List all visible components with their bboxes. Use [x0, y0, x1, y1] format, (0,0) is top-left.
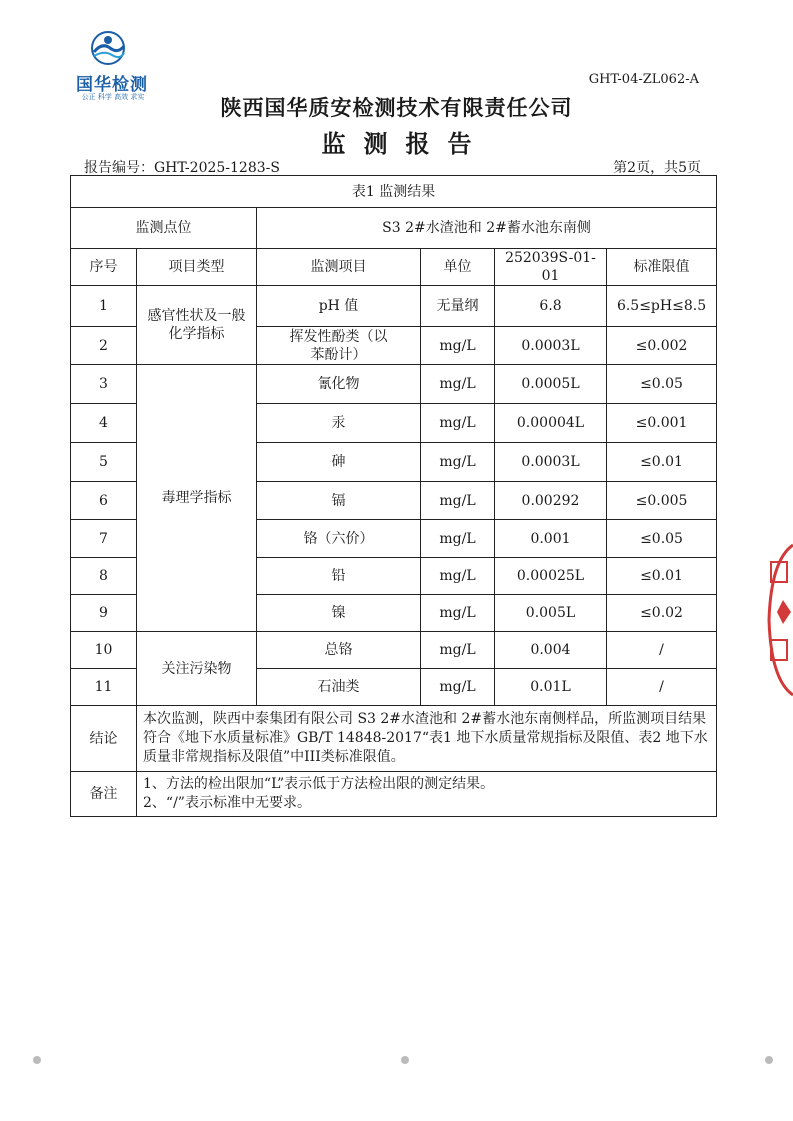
row-item: 镍 — [257, 595, 421, 632]
row-item: 石油类 — [257, 669, 421, 706]
category-cell: 毒理学指标 — [137, 365, 257, 632]
conclusion-text: 本次监测，陕西中泰集团有限公司 S3 2#水渣池和 2#蓄水池东南侧样品，所监测项目结果符合《地下水质量标准》GB/T 14848-2017“表1 地下水质量常规指标及限值、表2 地下水质量非常规指标及限值”中III类标准限值。 — [137, 706, 717, 772]
col-header: 监测项目 — [257, 249, 421, 286]
row-no: 6 — [71, 482, 137, 520]
remark-line: 2、“/”表示标准中无要求。 — [143, 795, 311, 811]
row-limit: ≤0.01 — [607, 443, 717, 482]
row-no: 11 — [71, 669, 137, 706]
row-no: 2 — [71, 327, 137, 365]
col-header: 252039S-01-01 — [495, 249, 607, 286]
row-limit: ≤0.02 — [607, 595, 717, 632]
table-caption: 表1 监测结果 — [71, 176, 717, 208]
row-unit: mg/L — [421, 520, 495, 558]
row-value: 0.0003L — [495, 443, 607, 482]
col-header: 序号 — [71, 249, 137, 286]
row-value: 6.8 — [495, 286, 607, 327]
remark-cell — [137, 772, 717, 817]
row-unit: mg/L — [421, 558, 495, 595]
row-limit: ≤0.05 — [607, 365, 717, 404]
row-limit: ≤0.05 — [607, 520, 717, 558]
row-limit: ≤0.001 — [607, 404, 717, 443]
table-row — [71, 365, 717, 404]
row-value: 0.005L — [495, 595, 607, 632]
row-no: 8 — [71, 558, 137, 595]
row-value: 0.0003L — [495, 327, 607, 365]
row-limit: / — [607, 669, 717, 706]
col-header: 标准限值 — [607, 249, 717, 286]
remark-line: 1、方法的检出限加“L”表示低于方法检出限的测定结果。 — [143, 776, 495, 792]
col-header: 单位 — [421, 249, 495, 286]
row-limit: ≤0.005 — [607, 482, 717, 520]
category-cell: 关注污染物 — [137, 632, 257, 706]
row-item: 镉 — [257, 482, 421, 520]
row-unit: mg/L — [421, 443, 495, 482]
point-row — [71, 208, 717, 249]
header-row — [71, 249, 717, 286]
row-limit: ≤0.002 — [607, 327, 717, 365]
row-no: 7 — [71, 520, 137, 558]
report-number: 报告编号：GHT-2025-1283-S — [84, 160, 280, 176]
row-unit: mg/L — [421, 365, 495, 404]
report-title: 监测报告 — [321, 130, 490, 158]
point-label: 监测点位 — [71, 208, 257, 249]
table-row — [71, 286, 717, 327]
row-unit: mg/L — [421, 404, 495, 443]
row-value: 0.00025L — [495, 558, 607, 595]
row-value: 0.00004L — [495, 404, 607, 443]
conclusion-row — [71, 706, 717, 772]
results-table — [70, 175, 717, 817]
row-limit: / — [607, 632, 717, 669]
scan-mark-icon — [764, 1050, 774, 1070]
company-name: 陕西国华质安检测技术有限责任公司 — [220, 96, 573, 120]
row-item: 氰化物 — [257, 365, 421, 404]
row-item: 汞 — [257, 404, 421, 443]
row-value: 0.004 — [495, 632, 607, 669]
conclusion-label: 结论 — [71, 706, 137, 772]
red-seal-stamp — [763, 540, 793, 700]
row-unit: mg/L — [421, 482, 495, 520]
row-item: 挥发性酚类（以苯酚计） — [257, 327, 421, 365]
row-unit: mg/L — [421, 669, 495, 706]
logo-text: 国华检测 — [76, 75, 148, 95]
doc-code: GHT-04-ZL062-A — [588, 72, 699, 87]
row-item: pH 值 — [257, 286, 421, 327]
row-unit: mg/L — [421, 327, 495, 365]
row-value: 0.01L — [495, 669, 607, 706]
row-unit: mg/L — [421, 595, 495, 632]
row-limit: ≤0.01 — [607, 558, 717, 595]
logo-slogan: 公正 科学 高效 求实 — [81, 93, 145, 101]
row-value: 0.001 — [495, 520, 607, 558]
row-item: 砷 — [257, 443, 421, 482]
row-no: 9 — [71, 595, 137, 632]
row-item: 铬（六价） — [257, 520, 421, 558]
row-limit: 6.5≤pH≤8.5 — [607, 286, 717, 327]
point-value: S3 2#水渣池和 2#蓄水池东南侧 — [257, 208, 717, 249]
table-caption-row — [71, 176, 717, 208]
table-row — [71, 632, 717, 669]
row-no: 3 — [71, 365, 137, 404]
row-unit: 无量纲 — [421, 286, 495, 327]
row-item: 铅 — [257, 558, 421, 595]
row-no: 1 — [71, 286, 137, 327]
scan-mark-icon — [400, 1050, 410, 1070]
row-no: 10 — [71, 632, 137, 669]
page-info: 第2页，共5页 — [613, 160, 701, 176]
col-header: 项目类型 — [137, 249, 257, 286]
row-no: 5 — [71, 443, 137, 482]
row-item: 总铬 — [257, 632, 421, 669]
remark-row — [71, 772, 717, 817]
row-no: 4 — [71, 404, 137, 443]
remark-label: 备注 — [71, 772, 137, 817]
row-unit: mg/L — [421, 632, 495, 669]
row-value: 0.0005L — [495, 365, 607, 404]
category-cell: 感官性状及一般化学指标 — [137, 286, 257, 365]
row-value: 0.00292 — [495, 482, 607, 520]
scan-mark-icon — [32, 1050, 42, 1070]
